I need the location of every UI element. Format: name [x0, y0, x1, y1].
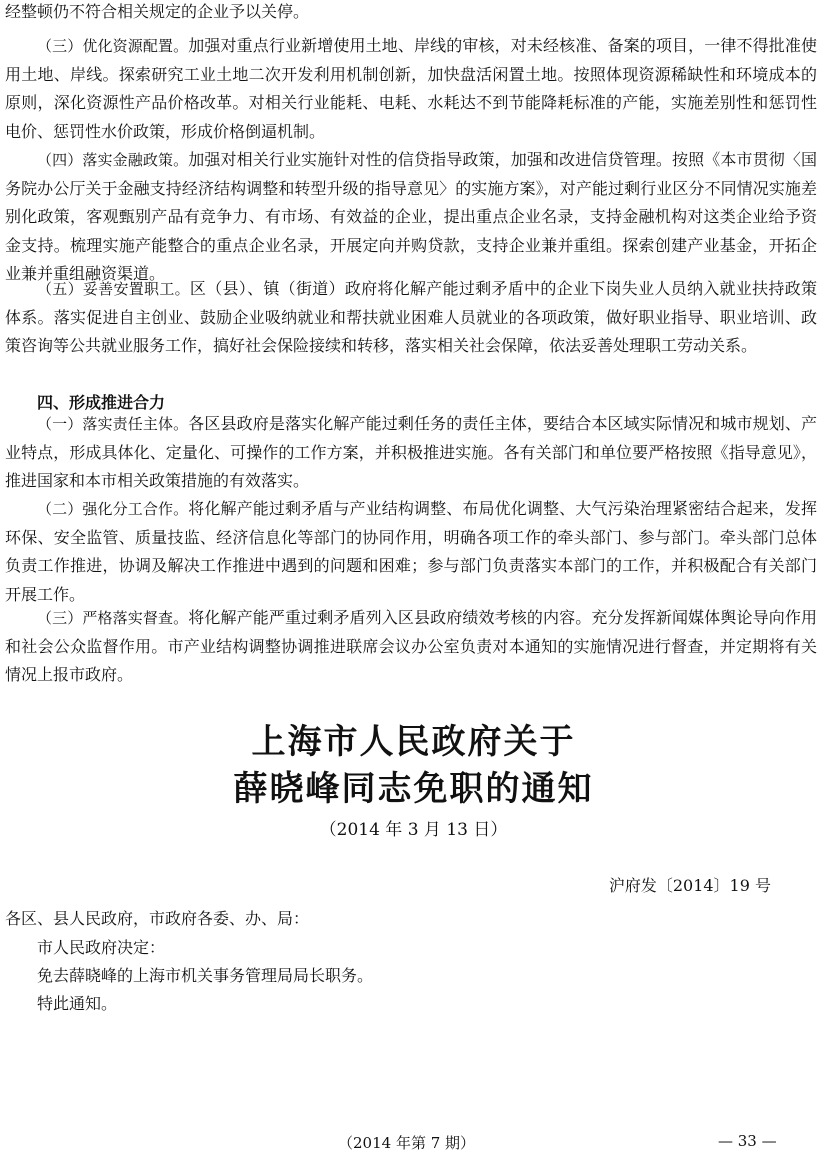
- notice-date: （2014 年 3 月 13 日）: [319, 820, 508, 840]
- notice-body-line: 市人民政府决定：: [37, 938, 166, 957]
- paragraph-continuation: 经整顿仍不符合相关规定的企业予以关停。: [5, 2, 310, 21]
- paragraph-lead: （五）妥善安置职工。: [37, 280, 190, 298]
- paragraph-worker-placement: （五）妥善安置职工。区（县）、镇（街道）政府将化解产能过剩矛盾中的企业下岗失业人员纳入就业扶持政策体系。落实促进自主创业、鼓励企业吸纳就业和帮扶就业困难人员就业的各项政策，做好职业指导、职业培训、政策咨询等公共就业服务工作，搞好社会保险接续和转移，落实相关社会保障，依法妥善处理职工劳动关系。: [5, 279, 817, 356]
- addressee: 各区、县人民政府，市政府各委、办、局：: [5, 909, 310, 928]
- paragraph-lead: （三）严格落实督查。: [37, 609, 189, 627]
- paragraph-responsibility: （一）落实责任主体。各区县政府是落实化解产能过剩任务的责任主体，要结合本区域实际情况和城市规划、产业特点，形成具体化、定量化、可操作的工作方案，并积极推进实施。各有关部门和单位要严格按照《指导意见》，推进国家和本市相关政策措施的有效落实。: [5, 414, 817, 491]
- notice-title-line1: 上海市人民政府关于: [251, 722, 576, 762]
- notice-body-line: 免去薛晓峰的上海市机关事务管理局局长职务。: [37, 966, 374, 985]
- section-heading: 四、形成推进合力: [37, 393, 166, 412]
- paragraph-lead: （二）强化分工合作。: [37, 500, 189, 518]
- document-number: 沪府发〔2014〕19 号: [608, 876, 771, 895]
- paragraph-supervision: （三）严格落实督查。将化解产能严重过剩矛盾列入区县政府绩效考核的内容。充分发挥新闻媒体舆论导向作用和社会公众监督作用。市产业结构调整协调推进联席会议办公室负责对本通知的实施情况进行督查，并定期将有关情况上报市政府。: [5, 608, 817, 685]
- paragraph-lead: （三）优化资源配置。: [37, 37, 189, 55]
- issue-label: （2014 年第 7 期）: [338, 1134, 476, 1152]
- notice-body-line: 特此通知。: [37, 994, 118, 1013]
- notice-title-line2: 薛晓峰同志免职的通知: [233, 769, 594, 809]
- paragraph-lead: （一）落实责任主体。: [37, 415, 189, 433]
- page-number: — 33 —: [718, 1132, 777, 1150]
- paragraph-financial-policy: （四）落实金融政策。加强对相关行业实施针对性的信贷指导政策，加强和改进信贷管理。按照《本市贯彻〈国务院办公厅关于金融支持经济结构调整和转型升级的指导意见〉的实施方案》，对产能过剩行业区分不同情况实施差别化政策，客观甄别产品有竞争力、有市场、有效益的企业，提出重点企业名录，支持金融机构对这类企业给予资金支持。梳理实施产能整合的重点企业名录，开展定向并购贷款，支持企业兼并重组。探索创建产业基金，开拓企业兼并重组融资渠道。: [5, 150, 817, 284]
- paragraph-lead: （四）落实金融政策。: [37, 151, 189, 169]
- paragraph-cooperation: （二）强化分工合作。将化解产能过剩矛盾与产业结构调整、布局优化调整、大气污染治理紧密结合起来，发挥环保、安全监管、质量技监、经济信息化等部门的协同作用，明确各项工作的牵头部门、参与部门。牵头部门总体负责工作推进，协调及解决工作推进中遇到的问题和困难；参与部门负责落实本部门的工作，并积极配合有关部门开展工作。: [5, 499, 817, 604]
- paragraph-resource-allocation: （三）优化资源配置。加强对重点行业新增使用土地、岸线的审核，对未经核准、备案的项目，一律不得批准使用土地、岸线。探索研究工业土地二次开发利用机制创新，加快盘活闲置土地。按照体现资源稀缺性和环境成本的原则，深化资源性产品价格改革。对相关行业能耗、电耗、水耗达不到节能降耗标准的产能，实施差别性和惩罚性电价、惩罚性水价政策，形成价格倒逼机制。: [5, 36, 817, 141]
